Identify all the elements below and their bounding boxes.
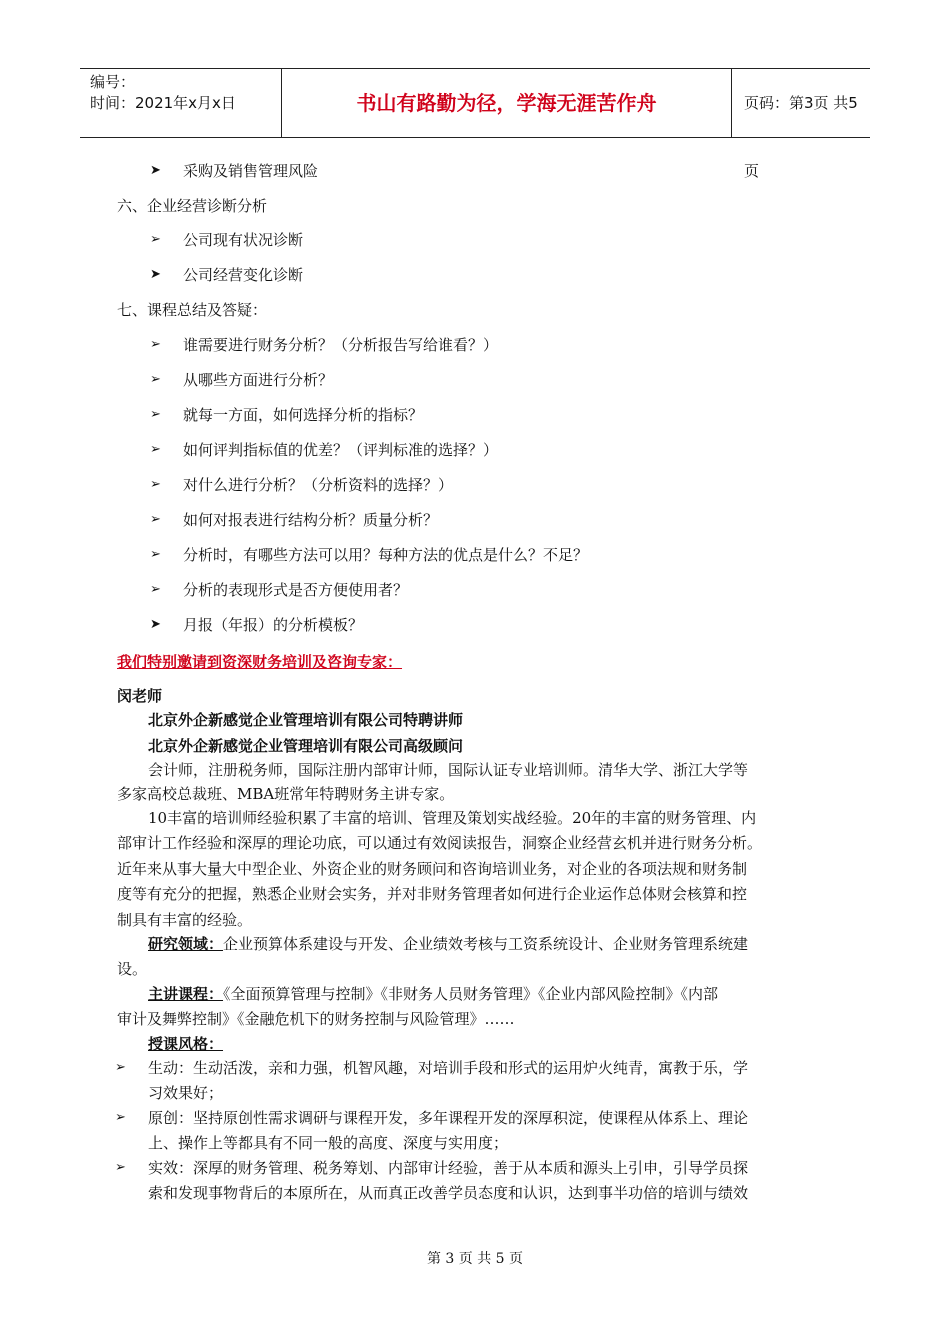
arrow-bullet-icon: ➢ (150, 232, 161, 247)
header-meta (80, 69, 282, 137)
style-item: 索和发现事物背后的本原所在，从而真正改善学员态度和认识，达到事半功倍的培训与绩效 (148, 1184, 749, 1202)
intro-line: 会计师，注册税务师，国际注册内部审计师，国际认证专业培训师。清华大学、浙江大学等 (148, 761, 749, 779)
list-item: 分析时，有哪些方法可以用？每种方法的优点是什么？不足？ (183, 546, 589, 564)
header-page-info: 页码：第3页 共5页 (744, 94, 858, 180)
research-line (148, 934, 748, 954)
expert-title: 北京外企新感觉企业管理培训有限公司高级顾问 (148, 737, 464, 755)
page-footer: 第 3 页 共 5 页 (426, 1251, 524, 1267)
arrow-bullet-icon: ➢ (150, 477, 161, 492)
list-item: 谁需要进行财务分析？（分析报告写给谁看？） (183, 336, 499, 354)
header-motto: 书山有路勤为径，学海无涯苦作舟 (282, 69, 732, 137)
list-item: 如何对报表进行结构分析？质量分析？ (183, 511, 439, 529)
experience-line: 10丰富的培训师经验积累了丰富的培训、管理及策划实战经验。20年的丰富的财务管理、内 (148, 809, 757, 827)
experience-line: 近年来从事大量大中型企业、外资企业的财务顾问和咨询培训业务，对企业的各项法规和财务制 (117, 860, 748, 878)
arrow-bullet-icon: ➤ (150, 163, 161, 178)
style-item: 原创：坚持原创性需求调研与课程开发，多年课程开发的深厚积淀，使课程从体系上、理论 (148, 1109, 749, 1127)
courses-label: 主讲课程： (148, 985, 224, 1003)
style-item: 习效果好； (148, 1084, 224, 1102)
courses-line (148, 984, 718, 1004)
arrow-bullet-icon: ➢ (115, 1060, 126, 1075)
style-item: 生动：生动活泼，亲和力强，机智风趣，对培训手段和形式的运用炉火纯青，寓教于乐，学 (148, 1059, 749, 1077)
experience-line: 制具有丰富的经验。 (117, 911, 253, 929)
arrow-bullet-icon: ➤ (150, 267, 161, 282)
research-label: 研究领域： (148, 935, 224, 953)
list-item: 从哪些方面进行分析？ (183, 371, 334, 389)
list-item: 公司经营变化诊断 (183, 266, 304, 284)
style-item: 上、操作上等都具有不同一般的高度、深度与实用度； (148, 1134, 509, 1152)
expert-title: 北京外企新感觉企业管理培训有限公司特聘讲师 (148, 711, 464, 729)
arrow-bullet-icon: ➤ (150, 617, 161, 632)
invite-heading: 我们特别邀请到资深财务培训及咨询专家： (117, 653, 403, 671)
time-label: 时间：2021年x月x日 (90, 94, 236, 112)
arrow-bullet-icon: ➢ (150, 442, 161, 457)
arrow-bullet-icon: ➢ (150, 407, 161, 422)
list-item: 公司现有状况诊断 (183, 231, 304, 249)
list-item: 分析的表现形式是否方便使用者？ (183, 581, 409, 599)
number-label: 编号： (90, 73, 136, 91)
arrow-bullet-icon: ➢ (115, 1160, 126, 1175)
experience-line: 部审计工作经验和深厚的理论功底，可以通过有效阅读报告，洞察企业经营玄机并进行财务分析。 (117, 834, 763, 852)
research-text: 企业预算体系建设与开发、企业绩效考核与工资系统设计、企业财务管理系统建 (223, 935, 749, 953)
style-item: 实效：深厚的财务管理、税务筹划、内部审计经验，善于从本质和源头上引申，引导学员探 (148, 1159, 749, 1177)
list-item: 采购及销售管理风险 (183, 162, 319, 180)
arrow-bullet-icon: ➢ (150, 547, 161, 562)
list-item: 对什么进行分析？（分析资料的选择？） (183, 476, 454, 494)
courses-text: 《全面预算管理与控制》《非财务人员财务管理》《企业内部风险控制》《内部 (223, 985, 719, 1003)
expert-name: 闵老师 (117, 687, 163, 705)
arrow-bullet-icon: ➢ (150, 372, 161, 387)
arrow-bullet-icon: ➢ (150, 582, 161, 597)
research-line: 设。 (117, 960, 148, 978)
style-label: 授课风格： (148, 1035, 224, 1053)
arrow-bullet-icon: ➢ (150, 512, 161, 527)
list-item: 如何评判指标值的优差？（评判标准的选择？） (183, 441, 499, 459)
courses-line: 审计及舞弊控制》《金融危机下的财务控制与风险管理》…… (117, 1010, 515, 1028)
list-item: 月报（年报）的分析模板？ (183, 616, 364, 634)
intro-line: 多家高校总裁班、MBA班常年特聘财务主讲专家。 (117, 785, 455, 803)
section-heading: 六、企业经营诊断分析 (117, 197, 268, 215)
section-heading: 七、课程总结及答疑： (117, 301, 268, 319)
experience-line: 度等有充分的把握，熟悉企业财会实务，并对非财务管理者如何进行企业运作总体财会核算和控 (117, 885, 748, 903)
arrow-bullet-icon: ➢ (115, 1110, 126, 1125)
list-item: 就每一方面，如何选择分析的指标？ (183, 406, 424, 424)
arrow-bullet-icon: ➢ (150, 337, 161, 352)
